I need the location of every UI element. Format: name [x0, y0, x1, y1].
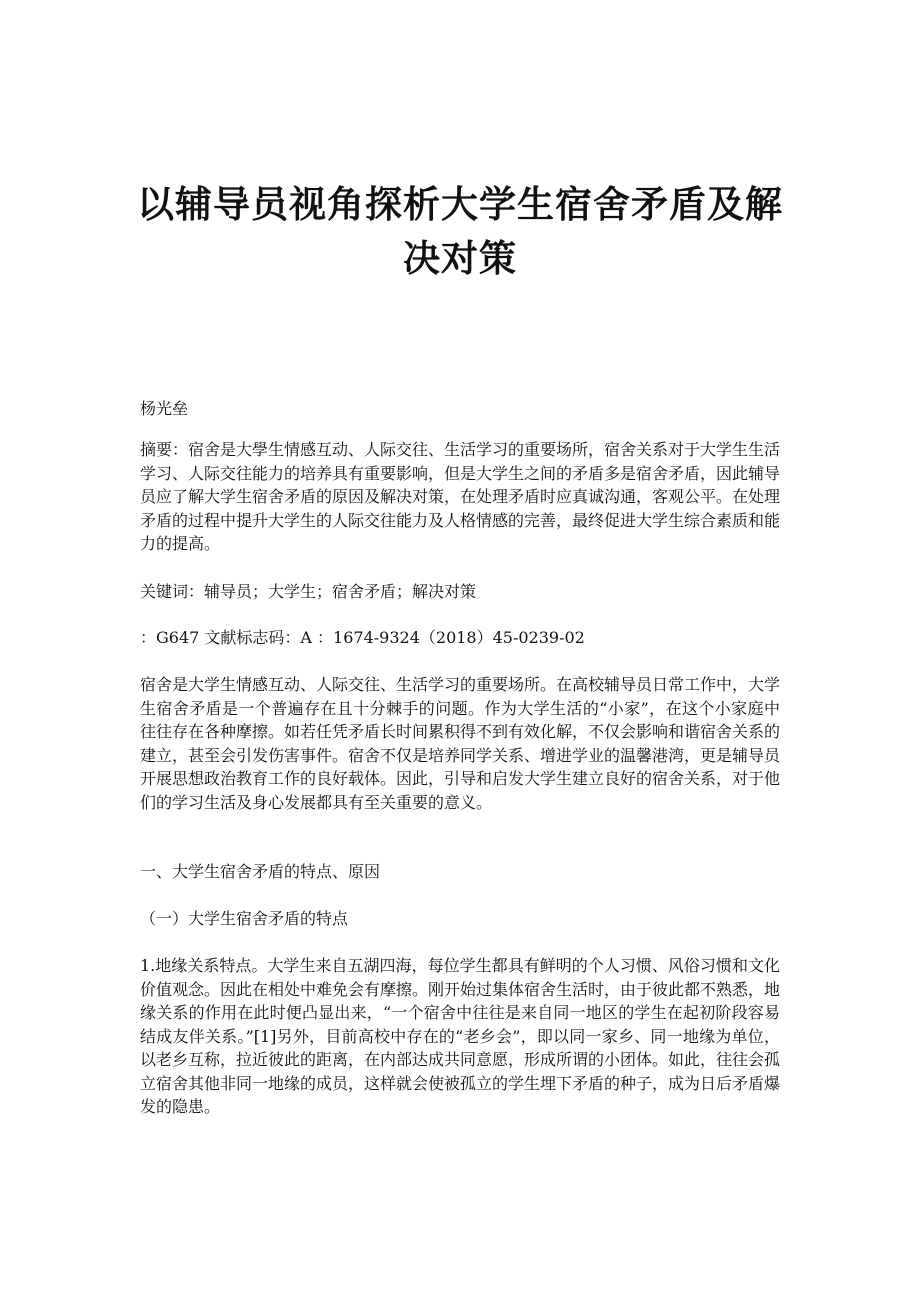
body-paragraph: 1.地缘关系特点。大学生来自五湖四海，每位学生都具有鲜明的个人习惯、风俗习惯和文化价值观念。因此在相处中难免会有摩擦。刚开始过集体宿舍生活时，由于彼此都不熟悉，地缘关系的作用在此时便凸显出来，“一个宿舍中往往是来自同一地区的学生在起初阶段容易结成友伴关系。”[1]另外，目前高校中存在的“老乡会”，即以同一家乡、同一地缘为单位，以老乡互称，拉近彼此的距离，在内部达成共同意愿，形成所谓的小团体。如此，往往会孤立宿舍其他非同一地缘的成员，这样就会使被孤立的学生埋下矛盾的种子，成为日后矛盾爆发的隐患。: [140, 956, 781, 1116]
abstract-paragraph: 摘要：宿舍是大學生情感互动、人际交往、生活学习的重要场所，宿舍关系对于大学生生活学习、人际交往能力的培养具有重要影响，但是大学生之间的矛盾多是宿舍矛盾，因此辅导员应了解大学生宿舍矛盾的原因及解决对策，在处理矛盾时应真诚沟通，客观公平。在处理矛盾的过程中提升大学生的人际交往能力及人格情感的完善，最终促进大学生综合素质和能力的提高。: [140, 440, 781, 553]
section-heading: 一、大学生宿舍矛盾的特点、原因: [140, 862, 381, 881]
author-name: 杨光垒: [140, 399, 189, 418]
intro-paragraph: 宿舍是大学生情感互动、人际交往、生活学习的重要场所。在高校辅导员日常工作中，大学生宿舍矛盾是一个普遍存在且十分棘手的问题。作为大学生活的“小家”，在这个小家庭中往往存在各种摩擦。如若任凭矛盾长时间累积得不到有效化解，不仅会影响和谐宿舍关系的建立，甚至会引发伤害事件。宿舍不仅是培养同学关系、增进学业的温馨港湾，更是辅导员开展思想政治教育工作的良好载体。因此，引导和启发大学生建立良好的宿舍关系，对于他们的学习生活及身心发展都具有至关重要的意义。: [140, 675, 781, 812]
keywords-line: 关键词：辅导员；大学生；宿舍矛盾；解决对策: [140, 582, 477, 601]
subsection-heading: （一）大学生宿舍矛盾的特点: [140, 909, 349, 928]
document-title: 以辅导员视角探析大学生宿舍矛盾及解决对策: [137, 183, 783, 280]
classification-line: ：G647 文献标志码：A ：1674-9324（2018）45-0239-02: [140, 628, 585, 647]
